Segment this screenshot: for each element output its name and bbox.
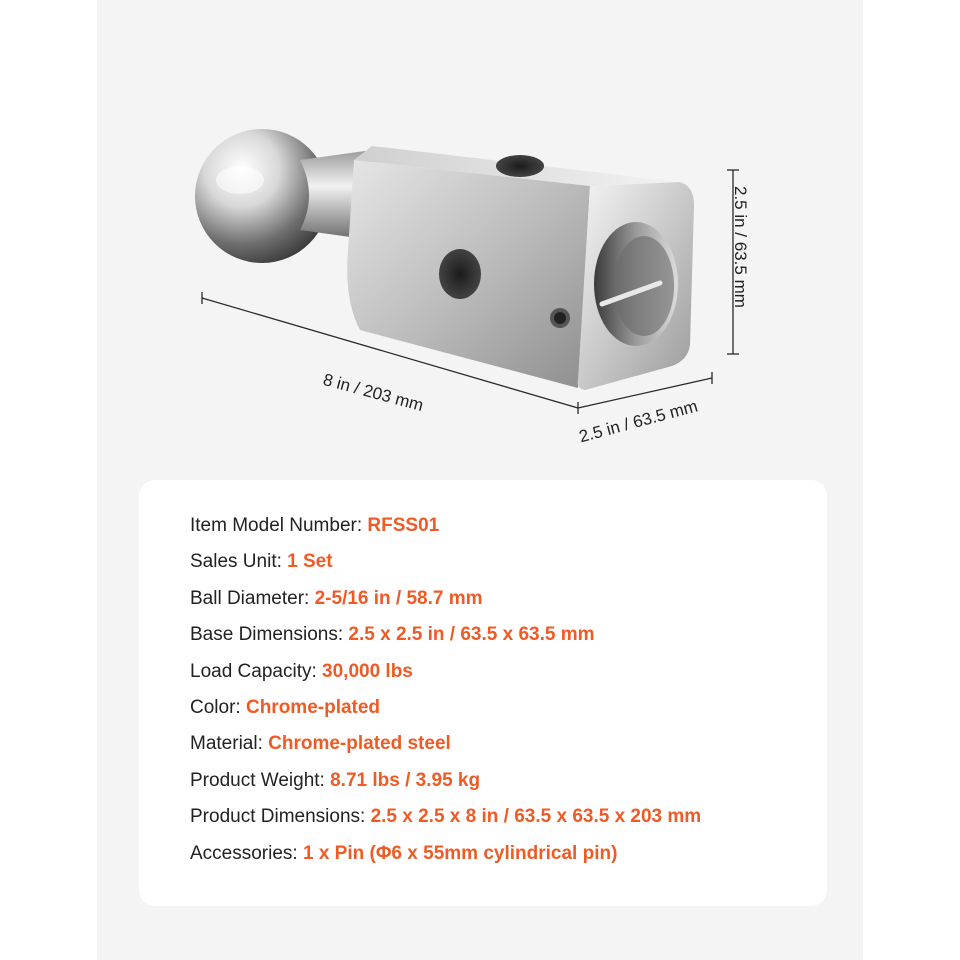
spec-label: Accessories:	[190, 842, 298, 864]
spec-label: Product Dimensions:	[190, 806, 366, 828]
side-hole	[439, 249, 481, 299]
spec-value: 8.71 lbs / 3.95 kg	[330, 769, 481, 791]
spec-value: 2-5/16 in / 58.7 mm	[314, 587, 483, 609]
hitch-ball-drawing	[0, 0, 960, 470]
height-dimension-label: 2.5 in / 63.5 mm	[731, 186, 750, 308]
spec-row-load-capacity	[190, 654, 701, 690]
spec-label: Load Capacity:	[190, 660, 317, 682]
spec-value: Chrome-plated	[245, 696, 381, 718]
spec-row-base-dimensions	[190, 617, 701, 653]
spec-row-product-weight	[190, 763, 701, 799]
spec-row-accessories	[190, 836, 701, 872]
spec-row-material	[190, 726, 701, 762]
spec-label: Base Dimensions:	[190, 624, 344, 646]
spec-value: 2.5 x 2.5 in / 63.5 x 63.5 mm	[348, 624, 595, 646]
spec-list	[190, 508, 701, 872]
spec-row-model-number	[190, 508, 701, 544]
spec-row-ball-diameter	[190, 581, 701, 617]
spec-label: Ball Diameter:	[190, 587, 310, 609]
spec-value: 1 x Pin (Φ6 x 55mm cylindrical pin)	[302, 842, 618, 864]
spec-label: Item Model Number:	[190, 515, 363, 536]
spec-row-color	[190, 690, 701, 726]
spec-label: Material:	[190, 733, 263, 755]
length-dimension-label: 8 in / 203 mm	[321, 370, 426, 416]
spec-row-sales-unit	[190, 544, 701, 580]
specifications-card	[139, 480, 827, 906]
spec-value: 2.5 x 2.5 x 8 in / 63.5 x 63.5 x 203 mm	[370, 806, 702, 828]
spec-label: Color:	[190, 696, 241, 718]
product-illustration	[0, 0, 960, 470]
spec-value: RFSS01	[367, 515, 440, 536]
spec-value: Chrome-plated steel	[268, 733, 451, 755]
top-hole	[496, 155, 544, 177]
spec-label: Product Weight:	[190, 769, 325, 791]
spec-label: Sales Unit:	[190, 551, 282, 573]
spec-value: 1 Set	[287, 551, 333, 573]
width-dimension-label: 2.5 in / 63.5 mm	[577, 396, 700, 447]
ball-shape	[195, 129, 329, 263]
spec-value: 30,000 lbs	[322, 660, 413, 682]
spec-row-product-dimensions	[190, 799, 701, 835]
